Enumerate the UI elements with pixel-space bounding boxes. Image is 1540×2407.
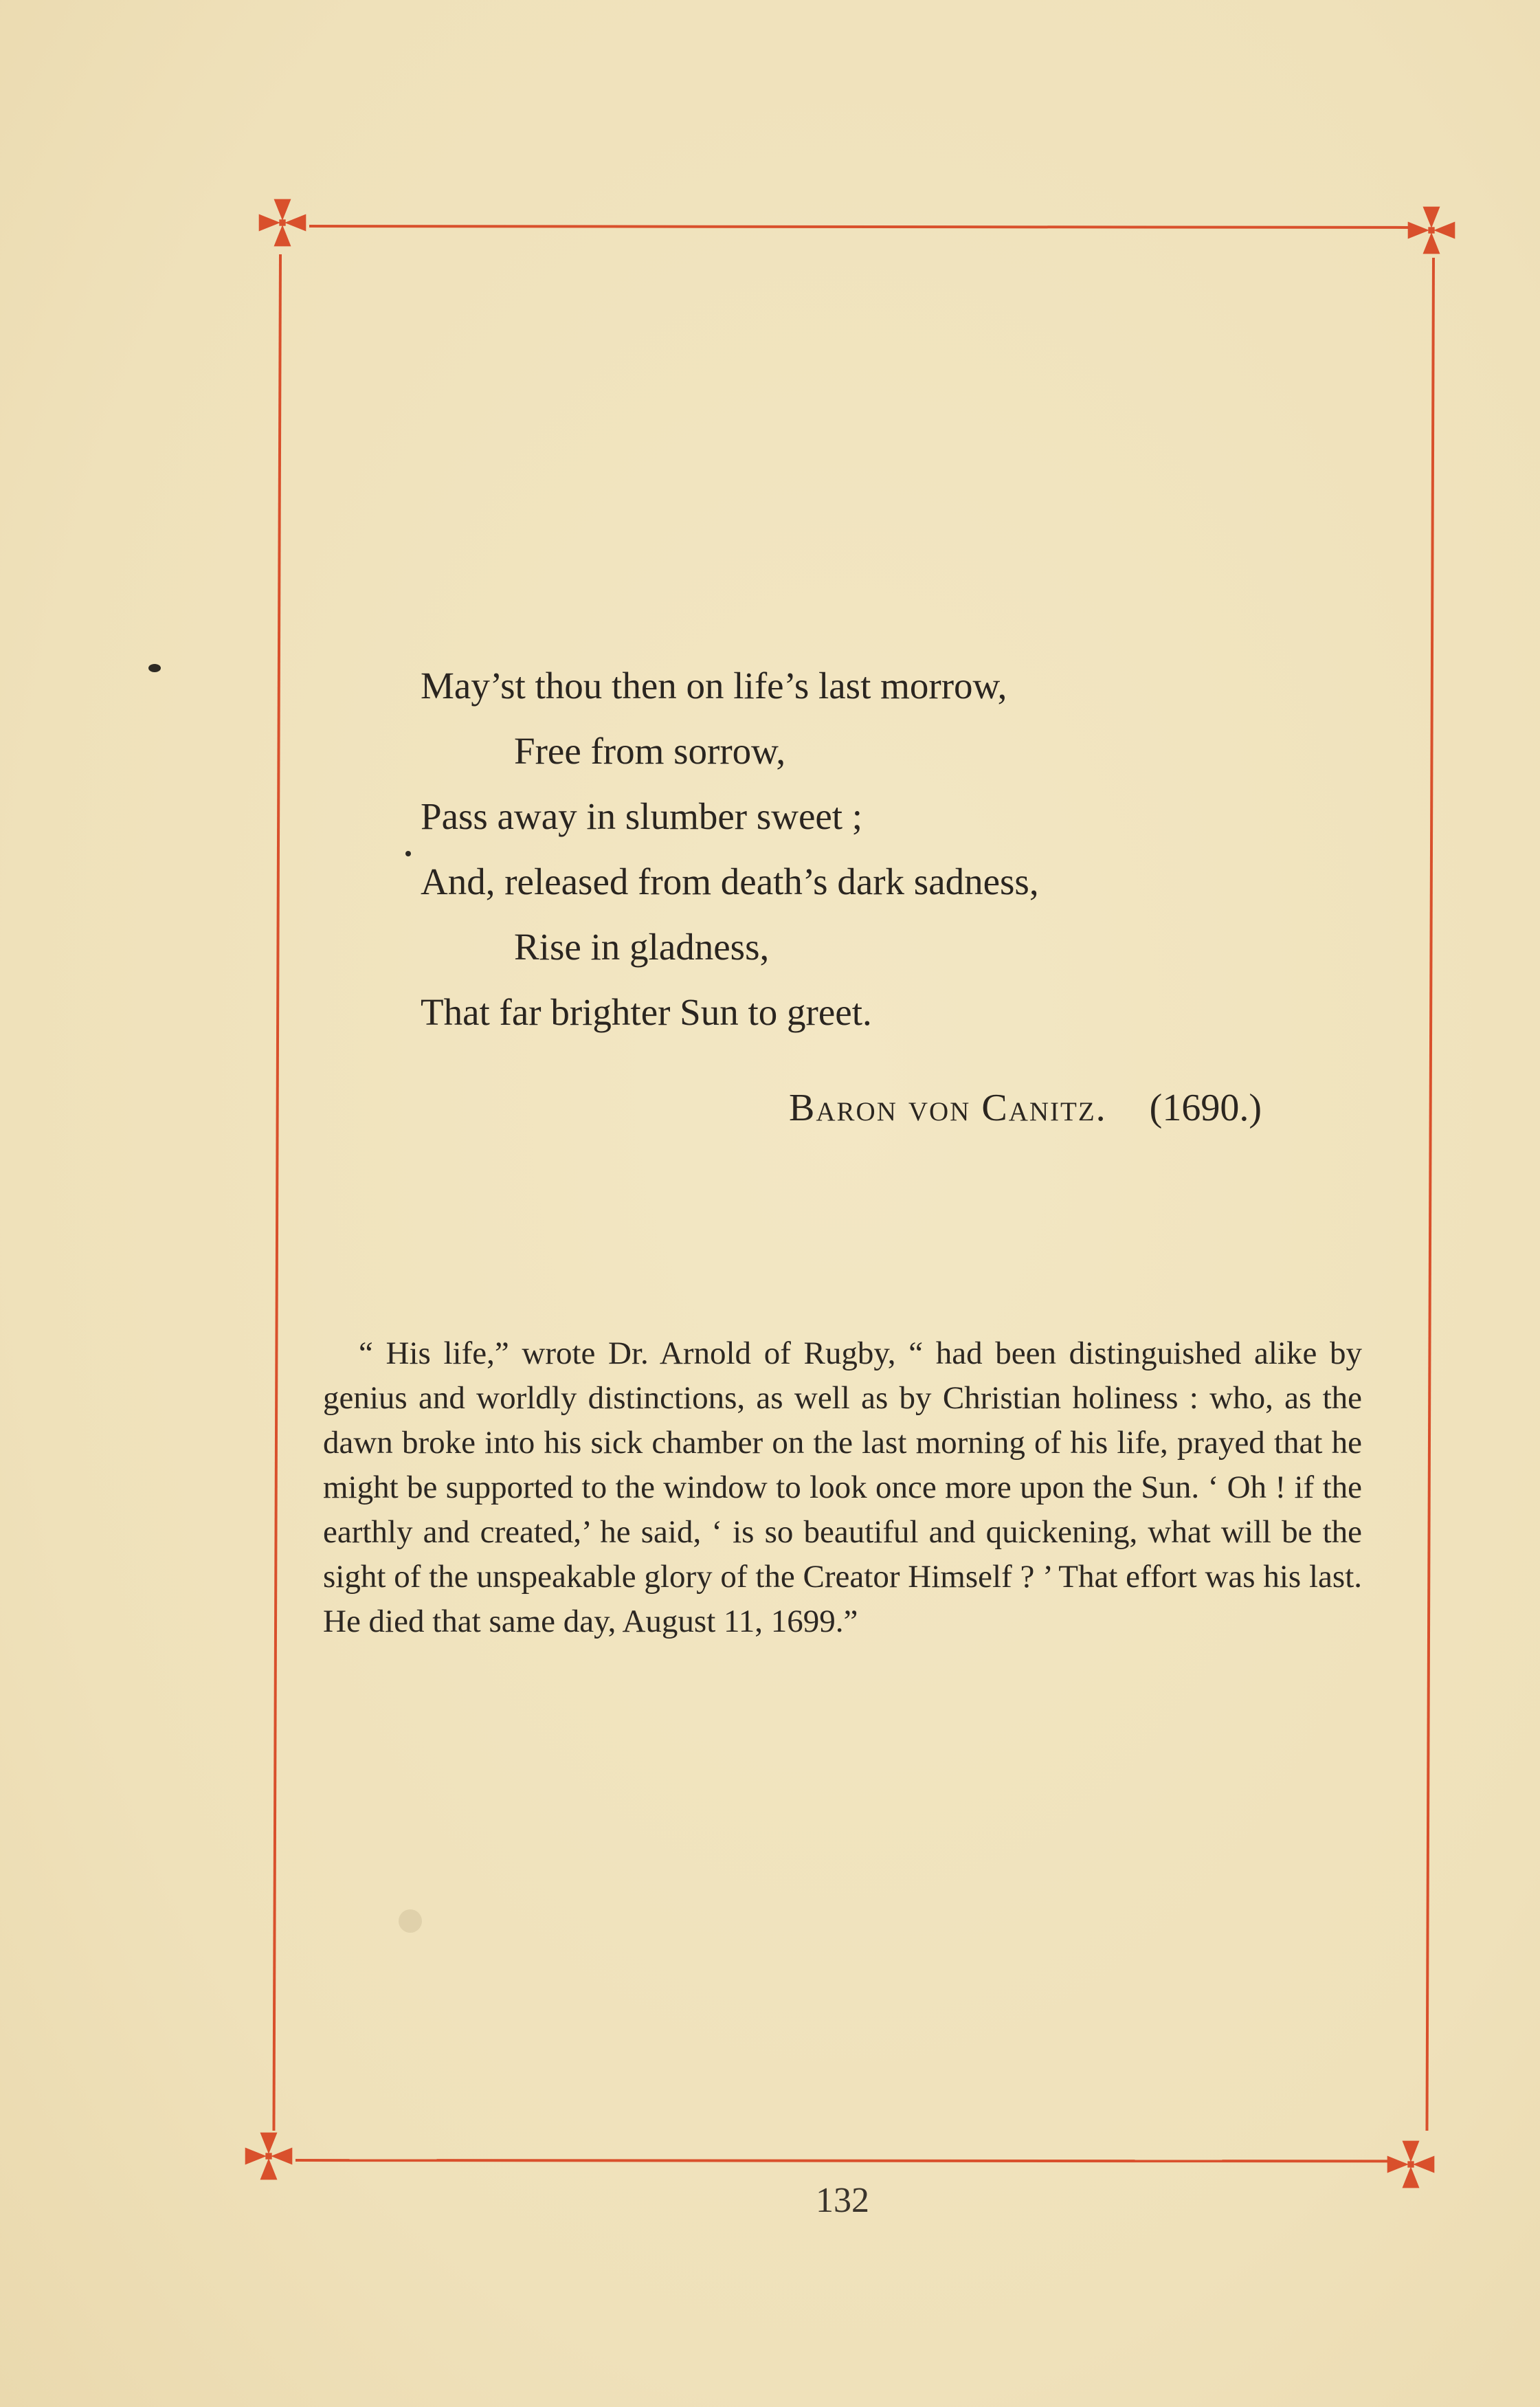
maltese-cross-icon [1384,2138,1438,2191]
border-bottom-rule [295,2159,1395,2162]
author-name: Baron von Canitz. [789,1087,1107,1129]
ink-speck [405,851,411,856]
maltese-cross-icon [1405,203,1458,257]
poem-stanza [421,653,1383,1045]
poem-line: Pass away in slumber sweet ; [421,795,863,837]
maltese-cross-icon [256,196,309,249]
maltese-cross-icon [242,2129,295,2183]
border-right-rule [1425,258,1435,2131]
paper-stain [399,1909,422,1933]
poem-line: That far brighter Sun to greet. [421,991,872,1033]
poem-year: (1690.) [1149,1087,1262,1129]
ink-speck [148,664,161,672]
poem-line: May’st thou then on life’s last morrow, [421,665,1007,707]
poem-line: Rise in gladness, [514,926,770,968]
border-left-rule [272,254,282,2131]
quotation-paragraph [323,1331,1362,1644]
quotation-text: “ His life,” wrote Dr. Arnold of Rugby, “ had been distinguished alike by genius and worldly distinctions, as well as by Christian holiness : who, as the dawn broke into his sick chamber on the last morning of his life, prayed that he might be supported to the window to look once more upon the Sun. ‘ Oh ! if the earthly and created,’ he said, ‘ is so beautiful and quickening, what will be the sight of the unspeakable glory of the Creator Himself ? ’ That effort was his last. He died that same day, August 11, 1699.” [323,1335,1362,1639]
page-number: 132 [816,2181,869,2220]
border-top-rule [309,225,1409,229]
poem-line: And, released from death’s dark sadness, [421,861,1039,902]
poem-attribution [789,1086,1366,1130]
poem-line: Free from sorrow, [514,730,786,772]
